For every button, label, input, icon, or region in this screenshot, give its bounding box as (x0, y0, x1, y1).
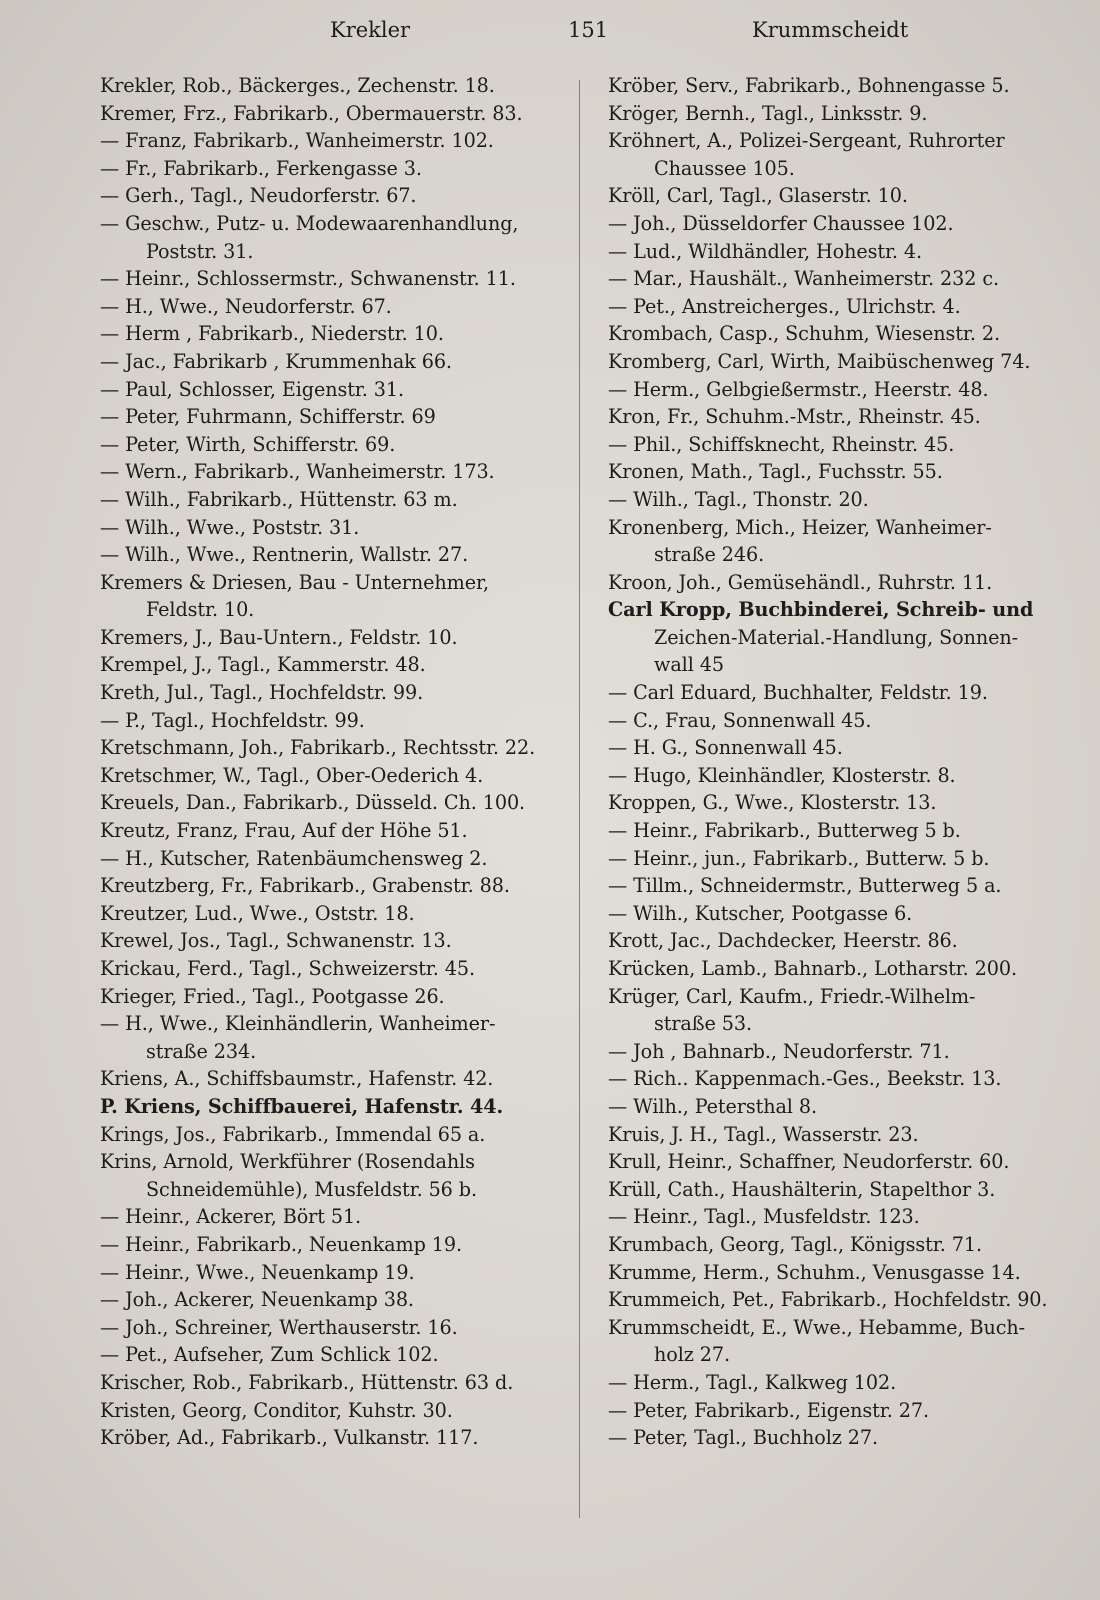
directory-entry-line: Krins, Arnold, Werkführer (Rosendahls (100, 1150, 475, 1174)
directory-entry-line: — Heinr., Fabrikarb., Neuenkamp 19. (100, 1232, 462, 1256)
directory-entry-line: — Mar., Haushält., Wanheimerstr. 232 c. (608, 267, 999, 291)
directory-entry-line: Krüll, Cath., Haushälterin, Stapelthor 3. (608, 1177, 996, 1201)
directory-entry-line: Carl Kropp, Buchbinderei, Schreib- und (608, 598, 1034, 622)
directory-entry-line: — Peter, Fabrikarb., Eigenstr. 27. (608, 1398, 929, 1422)
directory-entry-line: Krings, Jos., Fabrikarb., Immendal 65 a. (100, 1122, 486, 1146)
directory-entry-line: Kröhnert, A., Polizei-Sergeant, Ruhrorter (608, 129, 1005, 153)
directory-entry-line: Kremers & Driesen, Bau - Unternehmer, (100, 570, 489, 594)
directory-entry-line: Kremer, Frz., Fabrikarb., Obermauerstr. 83. (100, 101, 523, 125)
directory-entry-line: — H., Kutscher, Ratenbäumchensweg 2. (100, 846, 488, 870)
directory-entry-line: Kronenberg, Mich., Heizer, Wanheimer- (608, 515, 992, 539)
directory-entry-line: — Carl Eduard, Buchhalter, Feldstr. 19. (608, 681, 988, 705)
directory-entry-line: Zeichen-Material.-Handlung, Sonnen- (654, 625, 1018, 649)
directory-entry-line: Krieger, Fried., Tagl., Pootgasse 26. (100, 984, 445, 1008)
directory-entry-line: Kreutzer, Lud., Wwe., Oststr. 18. (100, 901, 415, 925)
directory-entry-line: — Wilh., Kutscher, Pootgasse 6. (608, 901, 913, 925)
directory-entry-line: — Phil., Schiffsknecht, Rheinstr. 45. (608, 432, 955, 456)
directory-entry-line: Kreth, Jul., Tagl., Hochfeldstr. 99. (100, 681, 424, 705)
directory-entry-line: — Heinr., Wwe., Neuenkamp 19. (100, 1260, 415, 1284)
directory-entry-line: Chaussee 105. (654, 156, 795, 180)
directory-entry-line: — Wilh., Fabrikarb., Hüttenstr. 63 m. (100, 487, 458, 511)
directory-entry-line: Kröger, Bernh., Tagl., Linksstr. 9. (608, 101, 928, 125)
directory-entry-line: Krempel, J., Tagl., Kammerstr. 48. (100, 653, 426, 677)
directory-entry-line: Kroon, Joh., Gemüsehändl., Ruhrstr. 11. (608, 570, 993, 594)
directory-entry-line: — Heinr., Schlossermstr., Schwanenstr. 11. (100, 267, 516, 291)
directory-entry-line: straße 53. (654, 1012, 752, 1036)
directory-entry-line: straße 234. (146, 1039, 257, 1063)
column-divider (579, 80, 580, 1518)
directory-entry-line: Kron, Fr., Schuhm.-Mstr., Rheinstr. 45. (608, 405, 981, 429)
directory-entry-line: Kristen, Georg, Conditor, Kuhstr. 30. (100, 1398, 453, 1422)
directory-entry-line: — Herm , Fabrikarb., Niederstr. 10. (100, 322, 444, 346)
right-column (608, 72, 1086, 1452)
directory-entry-line: Krombach, Casp., Schuhm, Wiesenstr. 2. (608, 322, 1000, 346)
left-column (100, 72, 578, 1452)
directory-entry-line: — H. G., Sonnenwall 45. (608, 736, 843, 760)
directory-entry-line: Kreutzberg, Fr., Fabrikarb., Grabenstr. 88. (100, 874, 510, 898)
directory-entry-line: Kreutz, Franz, Frau, Auf der Höhe 51. (100, 819, 468, 843)
directory-entry-line: wall 45 (654, 653, 724, 677)
header-right-keyword: Krummscheidt (752, 18, 909, 42)
directory-entry-line: Krumbach, Georg, Tagl., Königsstr. 71. (608, 1232, 982, 1256)
directory-entry-line: Kröber, Serv., Fabrikarb., Bohnengasse 5. (608, 74, 1010, 97)
directory-entry-line: — Wilh., Tagl., Thonstr. 20. (608, 487, 869, 511)
directory-entry-line: — Paul, Schlosser, Eigenstr. 31. (100, 377, 404, 401)
directory-entry-line: — Hugo, Kleinhändler, Klosterstr. 8. (608, 763, 956, 787)
directory-entry-line: — H., Wwe., Kleinhändlerin, Wanheimer- (100, 1012, 496, 1036)
directory-entry-line: — Lud., Wildhändler, Hohestr. 4. (608, 239, 923, 263)
directory-entry-line: — Joh , Bahnarb., Neudorferstr. 71. (608, 1039, 950, 1063)
directory-entry-line: — Gerh., Tagl., Neudorferstr. 67. (100, 184, 417, 208)
directory-entry-line: Krummscheidt, E., Wwe., Hebamme, Buch- (608, 1315, 1025, 1339)
directory-entry-line: Schneidemühle), Musfeldstr. 56 b. (146, 1177, 477, 1201)
directory-entry-line: Kröber, Ad., Fabrikarb., Vulkanstr. 117. (100, 1426, 479, 1450)
directory-entry-line: Kröll, Carl, Tagl., Glaserstr. 10. (608, 184, 908, 208)
page-number: 151 (568, 18, 609, 42)
directory-entry-line: — Geschw., Putz- u. Modewaarenhandlung, (100, 211, 519, 235)
directory-entry-line: Krewel, Jos., Tagl., Schwanenstr. 13. (100, 929, 452, 953)
directory-entry-line: — Heinr., jun., Fabrikarb., Butterw. 5 b. (608, 846, 990, 870)
directory-entry-line: Krekler, Rob., Bäckerges., Zechenstr. 18. (100, 74, 495, 97)
directory-entry-line: — Joh., Düsseldorfer Chaussee 102. (608, 211, 954, 235)
directory-entry-line: — Wern., Fabrikarb., Wanheimerstr. 173. (100, 460, 495, 484)
directory-entry-line: — Peter, Tagl., Buchholz 27. (608, 1426, 879, 1450)
directory-entry-line: Kromberg, Carl, Wirth, Maibüschenweg 74. (608, 349, 1031, 373)
directory-entry-line: Feldstr. 10. (146, 598, 255, 622)
directory-entry-line: — Fr., Fabrikarb., Ferkengasse 3. (100, 156, 422, 180)
page-header (0, 14, 1100, 54)
directory-entry-line: Poststr. 31. (146, 239, 254, 263)
directory-entry-line: — P., Tagl., Hochfeldstr. 99. (100, 708, 365, 732)
directory-entry-line: — C., Frau, Sonnenwall 45. (608, 708, 872, 732)
directory-entry-line: Krull, Heinr., Schaffner, Neudorferstr. 60. (608, 1150, 1010, 1174)
directory-entry-line: — Heinr., Ackerer, Bört 51. (100, 1205, 362, 1229)
directory-entry-line: Krischer, Rob., Fabrikarb., Hüttenstr. 63 d. (100, 1370, 514, 1394)
directory-entry-line: Krumme, Herm., Schuhm., Venusgasse 14. (608, 1260, 1021, 1284)
directory-entry-line: straße 246. (654, 543, 765, 567)
directory-entry-line: Krücken, Lamb., Bahnarb., Lotharstr. 200. (608, 957, 1017, 980)
directory-entry-line: — Herm., Gelbgießermstr., Heerstr. 48. (608, 377, 989, 401)
directory-entry-line: Kretschmer, W., Tagl., Ober-Oederich 4. (100, 763, 484, 787)
directory-entry-line: — Rich.. Kappenmach.-Ges., Beekstr. 13. (608, 1067, 1002, 1091)
directory-entry-line: — Wilh., Petersthal 8. (608, 1094, 817, 1118)
directory-entry-line: — Pet., Anstreicherges., Ulrichstr. 4. (608, 294, 961, 318)
directory-entry-line: — Franz, Fabrikarb., Wanheimerstr. 102. (100, 129, 494, 153)
directory-entry-line: — Peter, Fuhrmann, Schifferstr. 69 (100, 405, 436, 429)
directory-entry-line: — Jac., Fabrikarb , Krummenhak 66. (100, 349, 452, 373)
directory-entry-line: — Herm., Tagl., Kalkweg 102. (608, 1370, 897, 1394)
directory-entry-line: Kruis, J. H., Tagl., Wasserstr. 23. (608, 1122, 919, 1146)
directory-entry-line: Krummeich, Pet., Fabrikarb., Hochfeldstr. 90. (608, 1288, 1048, 1312)
directory-entry-line: — Tillm., Schneidermstr., Butterweg 5 a. (608, 874, 1002, 898)
header-left-keyword: Krekler (330, 18, 411, 42)
directory-entry-line: P. Kriens, Schiffbauerei, Hafenstr. 44. (100, 1094, 504, 1118)
directory-entry-line: Kreuels, Dan., Fabrikarb., Düsseld. Ch. 100. (100, 791, 526, 815)
directory-entry-line: Kroppen, G., Wwe., Klosterstr. 13. (608, 791, 937, 815)
directory-entry-line: — Heinr., Tagl., Musfeldstr. 123. (608, 1205, 920, 1229)
directory-entry-line: — Wilh., Wwe., Rentnerin, Wallstr. 27. (100, 543, 469, 567)
directory-entry-line: — Peter, Wirth, Schifferstr. 69. (100, 432, 396, 456)
directory-entry-line: Kriens, A., Schiffsbaumstr., Hafenstr. 42. (100, 1067, 494, 1091)
directory-entry-line: Krüger, Carl, Kaufm., Friedr.-Wilhelm- (608, 984, 976, 1008)
directory-entry-line: — Joh., Schreiner, Werthauserstr. 16. (100, 1315, 458, 1339)
directory-entry-line: Kretschmann, Joh., Fabrikarb., Rechtsstr. 22. (100, 736, 536, 760)
directory-entry-line: Kremers, J., Bau-Untern., Feldstr. 10. (100, 625, 458, 649)
directory-entry-line: Krott, Jac., Dachdecker, Heerstr. 86. (608, 929, 958, 953)
directory-entry-line: Kronen, Math., Tagl., Fuchsstr. 55. (608, 460, 943, 484)
directory-entry-line: holz 27. (654, 1343, 730, 1367)
directory-entry-line: Krickau, Ferd., Tagl., Schweizerstr. 45. (100, 957, 475, 980)
directory-entry-line: — Heinr., Fabrikarb., Butterweg 5 b. (608, 819, 961, 843)
directory-entry-line: — Pet., Aufseher, Zum Schlick 102. (100, 1343, 439, 1367)
directory-entry-line: — Joh., Ackerer, Neuenkamp 38. (100, 1288, 414, 1312)
directory-entry-line: — H., Wwe., Neudorferstr. 67. (100, 294, 392, 318)
directory-entry-line: — Wilh., Wwe., Poststr. 31. (100, 515, 360, 539)
